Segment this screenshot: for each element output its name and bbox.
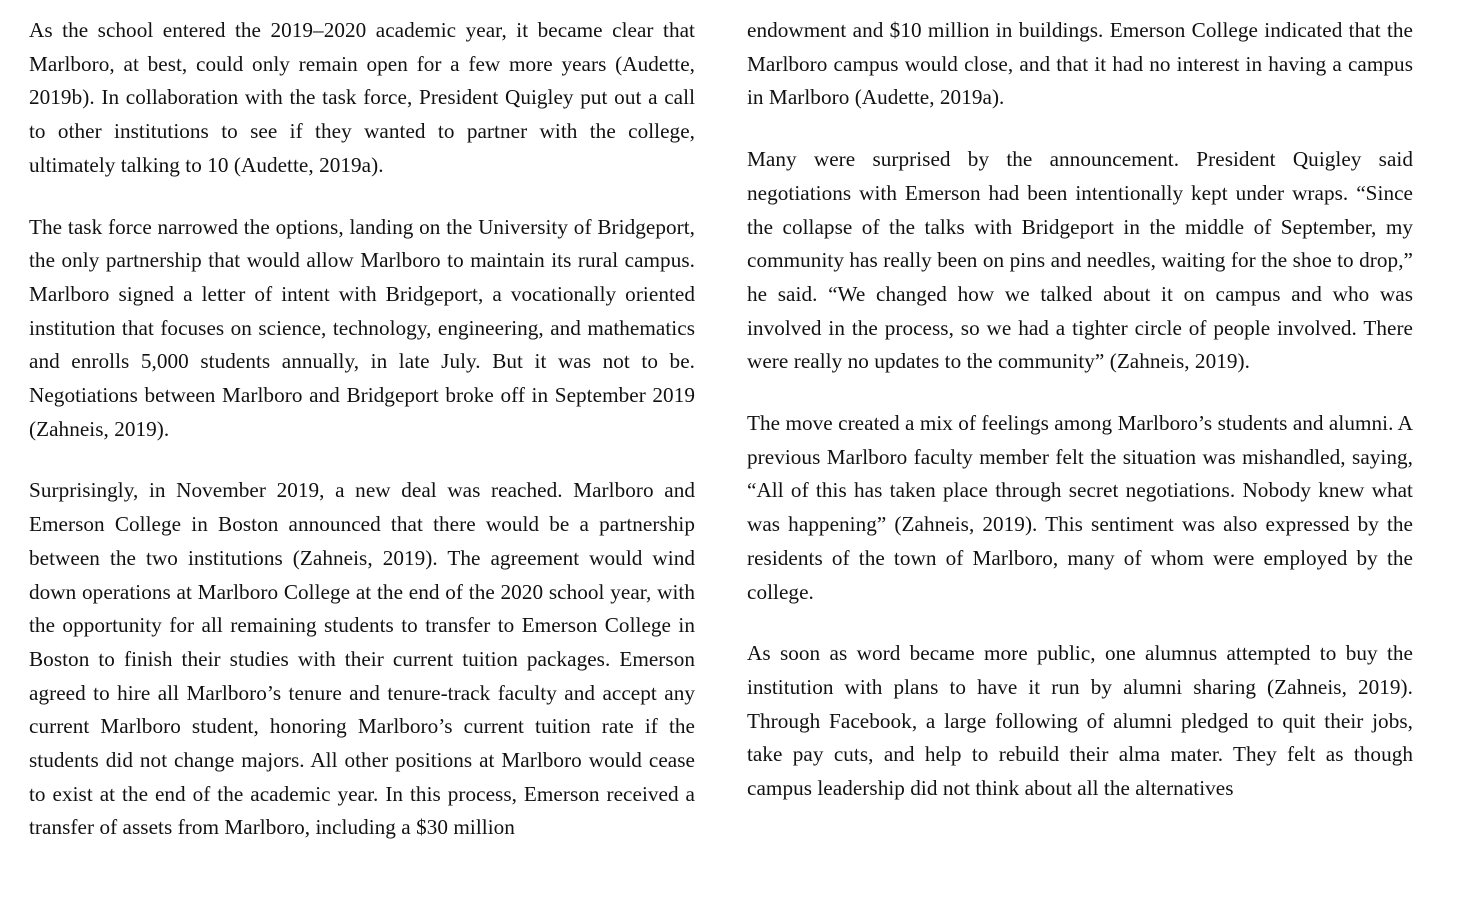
paragraph: endowment and $10 million in buildings. Emerson College indicated that the Marlboro campus would close, and that it had no interest in having a campus in Marlboro (Audette, 2019a). bbox=[747, 18, 1413, 110]
paragraph: As the school entered the 2019–2020 academic year, it became clear that Marlboro, at best, could only remain open for a few more years (Audette, 2019b). In collaboration with the task force, President Quigley put out a call to other institutions to see if they wanted to partner with the college, ultimately talking to 10 (Audette, 2019a). bbox=[29, 18, 695, 177]
paragraph: The task force narrowed the options, landing on the University of Bridgeport, the only partnership that would allow Marlboro to maintain its rural campus. Marlboro signed a letter of intent with Bridgeport, a vocationally oriented institution that focuses on science, technology, engineering, and mathematics and enrolls 5,000 students annually, in late July. But it was not to be. Negotiations between Marlboro and Bridgeport broke off in September 2019 (Zahneis, 2019). bbox=[29, 214, 695, 441]
paragraph: As soon as word became more public, one alumnus attempted to buy the institution with plans to have it run by alumni sharing (Zahneis, 2019). Through Facebook, a large following of alumni pledged to quit their jobs, take pay cuts, and help to rebuild their alma mater. They felt as though campus leadership did not think about all the alternatives bbox=[747, 641, 1413, 801]
paragraph: The move created a mix of feelings among Marlboro’s students and alumni. A previous Marlboro faculty member felt the situation was mishandled, saying, “All of this has taken place through secret negotiations. Nobody knew what was happening” (Zahneis, 2019). This sentiment was also expressed by the residents of the town of Marlboro, many of whom were employed by the college. bbox=[747, 411, 1413, 604]
two-column-text-body bbox=[29, 14, 1413, 912]
paragraph: Surprisingly, in November 2019, a new deal was reached. Marlboro and Emerson College in Boston announced that there would be a partnership between the two institutions (Zahneis, 2019). The agreement would wind down operations at Marlboro College at the end of the 2020 school year, with the opportunity for all remaining students to transfer to Emerson College in Boston to finish their studies with their current tuition packages. Emerson agreed to hire all Marlboro’s tenure and tenure-track faculty and accept any current Marlboro student, honoring Marlboro’s current tuition rate if the students did not change majors. All other positions at Marlboro would cease to exist at the end of the academic year. In this process, Emerson received a transfer of assets from Marlboro, including a $30 million bbox=[29, 478, 695, 840]
left-text-column bbox=[29, 14, 695, 845]
right-text-column bbox=[747, 14, 1413, 806]
paragraph: Many were surprised by the announcement. President Quigley said negotiations with Emerson had been intentionally kept under wraps. “Since the collapse of the talks with Bridgeport in the middle of September, my community has really been on pins and needles, waiting for the shoe to drop,” he said. “We changed how we talked about it on campus and who was involved in the process, so we had a tighter circle of people involved. There were really no updates to the community” (Zahneis, 2019). bbox=[747, 147, 1413, 374]
